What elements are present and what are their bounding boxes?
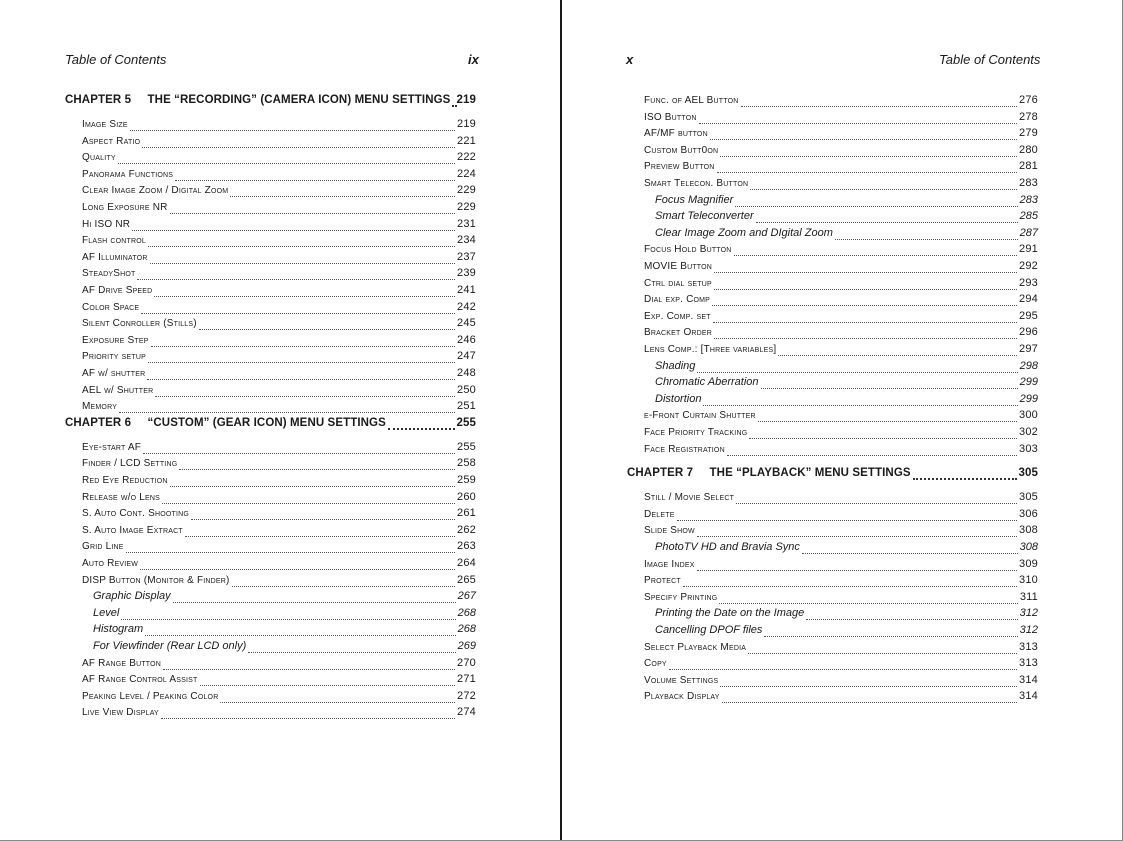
toc-subentry-row[interactable] [655,194,1038,210]
right-page [562,0,1123,841]
toc-label: Image Size [82,119,128,130]
toc-label: Auto Review [82,558,139,569]
dot-leader [683,586,1017,587]
toc-entry-row[interactable] [82,524,476,540]
toc-entry-row[interactable] [82,135,476,151]
toc-entry-row[interactable] [644,260,1038,276]
toc-page-number: 219 [457,118,476,130]
toc-subentry-row[interactable] [93,623,476,639]
toc-label: Distortion [655,392,702,405]
dot-leader [248,652,455,653]
toc-page-number: 298 [1019,359,1038,372]
toc-label: S. Auto Cont. Shooting [82,508,190,520]
dot-leader [699,123,1017,124]
toc-entry-row[interactable] [644,591,1038,607]
toc-page-number: 224 [457,167,476,180]
toc-page-number: 270 [457,656,476,669]
toc-page-number: 263 [457,540,476,553]
toc-entry-row[interactable] [644,690,1038,706]
toc-label: Focus Hold Button [644,244,732,256]
toc-page-number: 299 [1019,376,1038,389]
dot-leader [669,669,1017,670]
dot-leader [717,172,1018,173]
toc-page-number: 247 [457,350,476,363]
toc-label: Ctrl dial setup [644,277,712,289]
toc-label: CHAPTER 7 THE “PLAYBACK” MENU SETTINGS [627,467,911,480]
toc-label: Focus Magnifier [655,193,734,206]
dot-leader [758,421,1017,422]
dot-leader [736,503,1017,504]
dot-leader [130,130,455,131]
toc-page-number: 293 [1019,276,1038,289]
dot-leader [913,478,1017,480]
toc-label: AEL w/ Shutter [82,384,154,396]
toc-page-number: 303 [1019,442,1038,455]
toc-entry-row[interactable] [82,673,476,689]
toc-page-number: 259 [457,474,476,486]
dot-leader [141,313,455,314]
toc-page-number: 308 [1019,524,1038,537]
toc-page-number: 234 [457,234,476,247]
toc-entry-row[interactable] [82,491,476,507]
toc-entry-row[interactable] [644,409,1038,425]
toc-label: MOVIE Button [644,261,713,272]
toc-page-number: 279 [1019,127,1038,140]
toc-label: Func. of AEL Button [644,95,739,106]
toc-page-number: 312 [1019,607,1038,620]
dot-leader [719,603,1017,604]
toc-label: AF Range Control Assist [82,674,198,686]
dot-leader [155,396,455,397]
toc-label: Playback Display [644,691,720,703]
toc-page-number: 264 [457,557,476,569]
dot-leader [161,718,455,719]
dot-leader [749,438,1017,439]
toc-entry-row[interactable] [82,657,476,673]
toc-page-number: 261 [457,507,476,520]
toc-page-number: 241 [457,284,476,296]
dot-leader [835,239,1018,240]
toc-label: Cancelling DPOF files [655,624,763,636]
toc-entry-row[interactable] [82,384,476,400]
left-page [0,0,560,841]
dot-leader [748,653,1017,654]
dot-leader [200,685,456,686]
toc-page-number: 231 [457,217,476,230]
toc-page-number: 299 [1019,392,1038,405]
toc-label: Shading [655,359,696,372]
toc-label: Level [93,606,120,619]
toc-label: Panorama Functions [82,168,174,180]
toc-page-number: 245 [457,317,476,330]
toc-label: Dial exp. Comp [644,294,711,306]
toc-page-number: 260 [457,490,476,503]
dot-leader [175,180,455,181]
toc-entry-row[interactable] [644,443,1038,459]
dot-leader [806,619,1017,620]
toc-entry-row[interactable] [644,641,1038,657]
toc-entry-row[interactable] [644,657,1038,673]
toc-entry-row[interactable] [644,310,1038,326]
toc-page-number: 268 [457,606,476,619]
toc-label: Smart Telecon. Button [644,178,749,189]
dot-leader [697,536,1017,537]
toc-page-number: 285 [1019,210,1038,223]
toc-page-number: 251 [457,400,476,413]
toc-page-number: 297 [1019,343,1038,355]
toc-entry-row[interactable] [82,690,476,706]
dot-leader [720,156,1017,157]
toc-label: Aspect Ratio [82,135,141,147]
dot-leader [756,222,1018,223]
dot-leader [145,635,456,636]
toc-label: Select Playback Media [644,641,747,653]
toc-page-number: 305 [1018,467,1038,480]
toc-label: Graphic Display [93,590,171,603]
dot-leader [735,206,1017,207]
toc-entry-row[interactable] [644,111,1038,127]
toc-page-number: 310 [1019,574,1038,587]
dot-leader [179,469,455,470]
toc-label: AF Illuminator [82,251,148,263]
dot-leader [162,503,455,504]
dot-leader [697,570,1017,571]
toc-label: Release w/o Lens [82,491,161,503]
dot-leader [722,702,1017,703]
dot-leader [142,147,455,148]
toc-entry-row[interactable] [644,524,1038,540]
toc-label: Bracket Order [644,327,713,339]
toc-label: Image Index [644,558,695,570]
toc-page-number: 313 [1019,640,1038,653]
toc-page-number: 250 [457,383,476,396]
toc-subentry-row[interactable] [655,393,1038,409]
toc-page-number: 229 [457,184,476,197]
toc-label: ISO Button [644,111,697,123]
toc-page-number: 268 [457,623,476,636]
dot-leader [720,686,1017,687]
toc-page-number: 274 [457,706,476,719]
dot-leader [148,362,455,363]
toc-page-number: 294 [1019,293,1038,306]
toc-entry-row[interactable] [644,326,1038,342]
toc-label: SteadyShot [82,268,136,280]
toc-entry-row[interactable] [82,441,476,457]
left-header-page-number: ix [468,52,479,67]
toc-label: Silent Conroller (Stills) [82,318,197,330]
toc-entry-row[interactable] [82,334,476,350]
dot-leader [703,405,1017,406]
toc-entry-row[interactable] [644,293,1038,309]
toc-label: Smart Teleconverter [655,210,754,223]
toc-entry-row[interactable] [644,144,1038,160]
dot-leader [118,163,455,164]
toc-entry-row[interactable] [82,317,476,333]
toc-page-number: 255 [457,440,476,453]
dot-leader [119,412,455,413]
toc-subentry-row[interactable] [93,607,476,623]
toc-label: CHAPTER 5 THE “RECORDING” (CAMERA ICON) MENU SETTINGS [65,94,451,106]
toc-label: CHAPTER 6 “CUSTOM” (GEAR ICON) MENU SETTINGS [65,416,386,429]
dot-leader [761,388,1018,389]
toc-page-number: 300 [1019,409,1038,422]
dot-leader [712,305,1017,306]
toc-page-number: 222 [457,151,476,164]
toc-label: AF/MF button [644,128,708,140]
dot-leader [170,486,455,487]
toc-label: Exposure Step [82,334,149,346]
toc-page-number: 314 [1019,690,1038,703]
toc-entry-row[interactable] [82,557,476,573]
toc-page-number: 258 [457,457,476,470]
dot-leader [727,455,1017,456]
dot-leader [170,213,455,214]
toc-entry-row[interactable] [82,118,476,134]
toc-page-number: 276 [1019,94,1038,106]
toc-subentry-row[interactable] [655,376,1038,392]
dot-leader [714,289,1017,290]
dot-leader [163,669,455,670]
toc-label: Flash control [82,235,146,247]
toc-label: Volume Settings [644,674,719,686]
toc-entry-row[interactable] [82,507,476,523]
toc-label: DISP Button (Monitor & Finder) [82,574,230,586]
toc-subentry-row[interactable] [655,624,1038,640]
toc-label: AF Drive Speed [82,285,153,296]
toc-subentry-row[interactable] [655,227,1038,243]
toc-page-number: 305 [1019,491,1038,504]
toc-entry-row[interactable] [644,558,1038,574]
toc-entry-row[interactable] [82,168,476,184]
toc-page-number: 269 [457,640,476,652]
toc-page-number: 229 [457,201,476,213]
left-header-title: Table of Contents [65,52,167,67]
dot-leader [741,106,1018,107]
dot-leader [154,296,455,297]
toc-entry-row[interactable] [82,540,476,556]
toc-entry-row[interactable] [82,474,476,490]
toc-page-number: 295 [1019,309,1038,322]
toc-label: Quality [82,152,116,164]
toc-label: Protect [644,575,681,587]
toc-subentry-row[interactable] [93,590,476,606]
toc-label: Hi ISO NR [82,218,131,230]
toc-label: Slide Show [644,525,695,537]
toc-label: Chromatic Aberration [655,376,759,389]
toc-label: Long Exposure NR [82,202,168,213]
toc-label: Delete [644,508,675,520]
toc-entry-row[interactable] [644,426,1038,442]
dot-leader [173,602,456,603]
toc-entry-row[interactable] [82,706,476,722]
dot-leader [126,552,455,553]
toc-label: Eye-start AF [82,441,142,453]
toc-label: Still / Movie Select [644,492,735,504]
toc-chapter-row[interactable] [65,94,476,110]
dot-leader [121,619,455,620]
dot-leader [452,105,454,107]
toc-page-number: 312 [1019,624,1038,636]
toc-entry-row[interactable] [644,343,1038,359]
toc-label: Red Eye Reduction [82,475,168,486]
right-header-page-number: x [626,52,634,67]
toc-subentry-row[interactable] [655,360,1038,376]
dot-leader [150,263,455,264]
toc-page-number: 296 [1019,326,1038,339]
toc-label: Custom Butt0on [644,144,719,156]
dot-leader [713,322,1017,323]
dot-leader [151,346,455,347]
toc-page-number: 281 [1019,160,1038,173]
toc-entry-row[interactable] [82,574,476,590]
toc-entry-row[interactable] [644,127,1038,143]
dot-leader [714,272,1017,273]
dot-leader [185,536,455,537]
dot-leader [137,279,455,280]
dot-leader [148,246,455,247]
toc-chapter-row[interactable] [627,467,1038,483]
toc-label: PhotoTV HD and Bravia Sync [655,541,800,553]
toc-page-number: 267 [457,590,476,603]
toc-entry-row[interactable] [82,400,476,416]
toc-subentry-row[interactable] [655,541,1038,557]
toc-page-number: 219 [456,94,476,106]
dot-leader [388,428,455,430]
dot-leader [697,372,1017,373]
toc-subentry-row[interactable] [655,210,1038,226]
toc-page-number: 291 [1019,243,1038,256]
toc-page-number: 309 [1019,557,1038,570]
toc-chapter-row[interactable] [65,417,476,433]
dot-leader [778,355,1017,356]
toc-label: S. Auto Image Extract [82,524,183,536]
toc-entry-row[interactable] [82,284,476,300]
toc-entry-row[interactable] [644,674,1038,690]
toc-entry-row[interactable] [644,574,1038,590]
dot-leader [140,569,455,570]
toc-label: Specify Printing [644,591,718,603]
toc-page-number: 302 [1019,426,1038,438]
toc-label: AF w/ shutter [82,368,146,379]
toc-entry-row[interactable] [82,267,476,283]
toc-page-number: 271 [457,673,476,686]
toc-subentry-row[interactable] [93,640,476,656]
toc-label: Live View Display [82,707,159,719]
dot-leader [220,702,455,703]
toc-label: e-Front Curtain Shutter [644,410,756,422]
toc-label: Clear Image Zoom / Digital Zoom [82,185,229,197]
toc-entry-row[interactable] [82,457,476,473]
toc-page-number: 255 [456,416,476,429]
toc-entry-row[interactable] [644,94,1038,110]
toc-page-number: 278 [1019,110,1038,123]
toc-entry-row[interactable] [82,151,476,167]
dot-leader [132,230,455,231]
toc-label: Histogram [93,623,144,636]
toc-label: Color Space [82,301,140,313]
toc-entry-row[interactable] [82,367,476,383]
toc-page-number: 308 [1019,541,1038,553]
toc-label: Preview Button [644,161,715,173]
toc-page-number: 314 [1019,673,1038,686]
toc-page-number: 283 [1019,193,1038,206]
toc-page-number: 306 [1019,507,1038,520]
dot-leader [143,453,455,454]
toc-entry-row[interactable] [644,160,1038,176]
dot-leader [764,636,1017,637]
dot-leader [677,520,1017,521]
toc-page-number: 280 [1019,143,1038,156]
toc-entry-row[interactable] [644,491,1038,507]
toc-page-number: 311 [1019,590,1038,603]
toc-page-number: 283 [1019,177,1038,189]
toc-label: Exp. Comp. set [644,310,711,322]
toc-label: AF Range Button [82,657,162,669]
dot-leader [199,329,455,330]
toc-label: Grid Line [82,541,124,553]
toc-label: Finder / LCD Setting [82,458,178,470]
toc-label: Priority setup [82,351,146,363]
toc-entry-row[interactable] [82,201,476,217]
toc-label: Memory [82,401,118,413]
dot-leader [750,189,1017,190]
toc-entry-row[interactable] [82,251,476,267]
dot-leader [147,379,455,380]
dot-leader [191,519,455,520]
toc-entry-row[interactable] [82,184,476,200]
dot-leader [230,196,455,197]
toc-label: Lens Comp.: [Three variables] [644,344,777,355]
dot-leader [232,586,455,587]
toc-page-number: 221 [457,134,476,147]
dot-leader [710,139,1017,140]
toc-page-number: 272 [457,689,476,702]
toc-label: Face Priority Tracking [644,427,748,438]
toc-entry-row[interactable] [644,243,1038,259]
toc-page-number: 262 [457,523,476,536]
toc-label: Peaking Level / Peaking Color [82,690,219,702]
toc-page-number: 248 [457,367,476,379]
toc-subentry-row[interactable] [655,607,1038,623]
toc-entry-row[interactable] [82,234,476,250]
dot-leader [714,338,1017,339]
toc-entry-row[interactable] [82,350,476,366]
toc-page-number: 287 [1019,226,1038,239]
toc-entry-row[interactable] [82,301,476,317]
toc-page-number: 237 [457,250,476,263]
toc-page-number: 242 [457,300,476,313]
dot-leader [802,553,1018,554]
toc-page-number: 246 [457,333,476,346]
toc-entry-row[interactable] [82,218,476,234]
right-header-title: Table of Contents [939,52,1041,67]
toc-page-number: 239 [457,267,476,280]
toc-label: Printing the Date on the Image [655,607,805,620]
toc-page-number: 313 [1019,657,1038,670]
toc-label: Clear Image Zoom and DIgital Zoom [655,226,833,239]
toc-label: Copy [644,658,667,670]
toc-entry-row[interactable] [644,277,1038,293]
toc-label: Face Registration [644,443,725,455]
toc-entry-row[interactable] [644,177,1038,193]
toc-page-number: 265 [457,573,476,586]
dot-leader [734,255,1017,256]
toc-entry-row[interactable] [644,508,1038,524]
toc-page-number: 292 [1019,260,1038,272]
toc-label: For Viewfinder (Rear LCD only) [93,640,247,652]
